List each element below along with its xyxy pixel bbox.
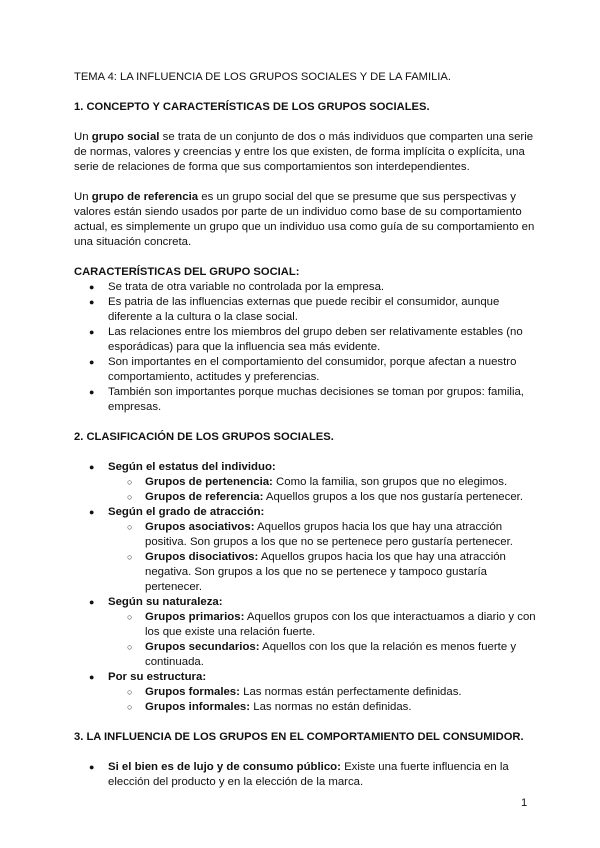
sub-list xyxy=(108,520,536,595)
term-grupo-social: grupo social xyxy=(91,131,160,143)
item-term: Grupos disociativos: xyxy=(145,551,259,563)
list-item: ● Son importantes en el comportamiento del consumidor, porque afectan a nuestro comportamiento, actitudes y preferencias. xyxy=(74,355,536,385)
item-term: Grupos de pertenencia: xyxy=(145,476,273,488)
item-text: Las normas no están definidas. xyxy=(250,701,412,713)
item-text: Existe una fuerte influencia en la elección del producto y en la elección de la marca. xyxy=(108,761,509,788)
sub-list-item xyxy=(108,475,536,490)
classification-group xyxy=(74,670,536,715)
item-term: Grupos primarios: xyxy=(145,611,245,623)
item-text: Aquellos grupos hacia los que hay una atracción negativa. Son grupos a los que no se pertenece y tampoco gustaría pertenecer. xyxy=(145,551,506,593)
item-term: Grupos secundarios: xyxy=(145,641,260,653)
classification-group xyxy=(74,505,536,595)
list-item xyxy=(74,760,536,790)
paragraph-text: Un xyxy=(74,131,92,143)
sub-list-item xyxy=(108,520,536,550)
term-grupo-de-referencia: grupo de referencia xyxy=(91,191,199,203)
item-text: Como la familia, son grupos que no elegimos. xyxy=(272,476,508,488)
classification-group xyxy=(74,595,536,670)
paragraph-grupo-de-referencia xyxy=(74,190,536,250)
paragraph-grupo-social xyxy=(74,130,536,175)
item-term: Grupos formales: xyxy=(145,686,240,698)
section-3-heading: 3. LA INFLUENCIA DE LOS GRUPOS EN EL COMPORTAMIENTO DEL CONSUMIDOR. xyxy=(74,731,524,743)
classification-group xyxy=(74,460,536,505)
item-text: Aquellos grupos con los que interactuamos a diario y con los que existe una relación fuerte. xyxy=(145,611,536,638)
characteristics-list xyxy=(74,280,536,415)
sub-list-item xyxy=(108,685,536,700)
section-1-heading: 1. CONCEPTO Y CARACTERÍSTICAS DE LOS GRUPOS SOCIALES. xyxy=(74,101,430,113)
list-item: ● Las relaciones entre los miembros del grupo deben ser relativamente estables (no esporádicas) para que la influencia sea más evidente. xyxy=(74,325,536,355)
paragraph-text: se trata de un conjunto de dos o más individuos que comparten una serie de normas, valores y creencias y entre los que existen, de forma implícita o explícita, una serie de relaciones de forma que sus comportamientos son interdependientes. xyxy=(74,131,534,173)
group-label: Según su naturaleza: xyxy=(108,596,223,608)
sub-list xyxy=(108,610,536,670)
document-title: TEMA 4: LA INFLUENCIA DE LOS GRUPOS SOCIALES Y DE LA FAMILIA. xyxy=(74,71,451,83)
item-term: Grupos informales: xyxy=(145,701,251,713)
list-item: ● Se trata de otra variable no controlada por la empresa. xyxy=(74,280,536,295)
item-term: Grupos de referencia: xyxy=(145,491,264,503)
sub-list-item xyxy=(108,610,536,640)
sub-list-item xyxy=(108,490,536,505)
sub-list-item xyxy=(108,700,536,715)
classification-list xyxy=(74,460,536,715)
item-text: Las normas están perfectamente definidas. xyxy=(239,686,462,698)
item-term: Grupos asociativos: xyxy=(145,521,255,533)
group-label: Por su estructura: xyxy=(108,671,207,683)
document-body xyxy=(74,70,536,790)
item-text: Aquellos con los que la relación es menos fuerte y continuada. xyxy=(145,641,517,668)
section-2-heading: 2. CLASIFICACIÓN DE LOS GRUPOS SOCIALES. xyxy=(74,431,334,443)
characteristics-heading: CARACTERÍSTICAS DEL GRUPO SOCIAL: xyxy=(74,266,300,278)
item-text: Aquellos grupos hacia los que hay una atracción positiva. Son grupos a los que no se pertenece pero gustaría pertenecer. xyxy=(145,521,513,548)
item-term: Si el bien es de lujo y de consumo público: xyxy=(108,761,341,773)
group-label: Según el estatus del individuo: xyxy=(108,461,276,473)
influence-list xyxy=(74,760,536,790)
item-text: Aquellos grupos a los que nos gustaría pertenecer. xyxy=(263,491,524,503)
group-label: Según el grado de atracción: xyxy=(108,506,265,518)
page-number: 1 xyxy=(521,797,528,809)
list-item: ● También son importantes porque muchas decisiones se toman por grupos: familia, empresas. xyxy=(74,385,536,415)
paragraph-text: es un grupo social del que se presume que sus perspectivas y valores están siendo usados por parte de un individuo como base de su comportamiento actual, es simplemente un grupo que un individuo usa como guía de su comportamiento en una situación concreta. xyxy=(74,191,535,248)
sub-list-item xyxy=(108,550,536,595)
sub-list xyxy=(108,685,536,715)
sub-list-item xyxy=(108,640,536,670)
paragraph-text: Un xyxy=(74,191,92,203)
list-item: ● Es patria de las influencias externas que puede recibir el consumidor, aunque diferente a la cultura o la clase social. xyxy=(74,295,536,325)
sub-list xyxy=(108,475,536,505)
